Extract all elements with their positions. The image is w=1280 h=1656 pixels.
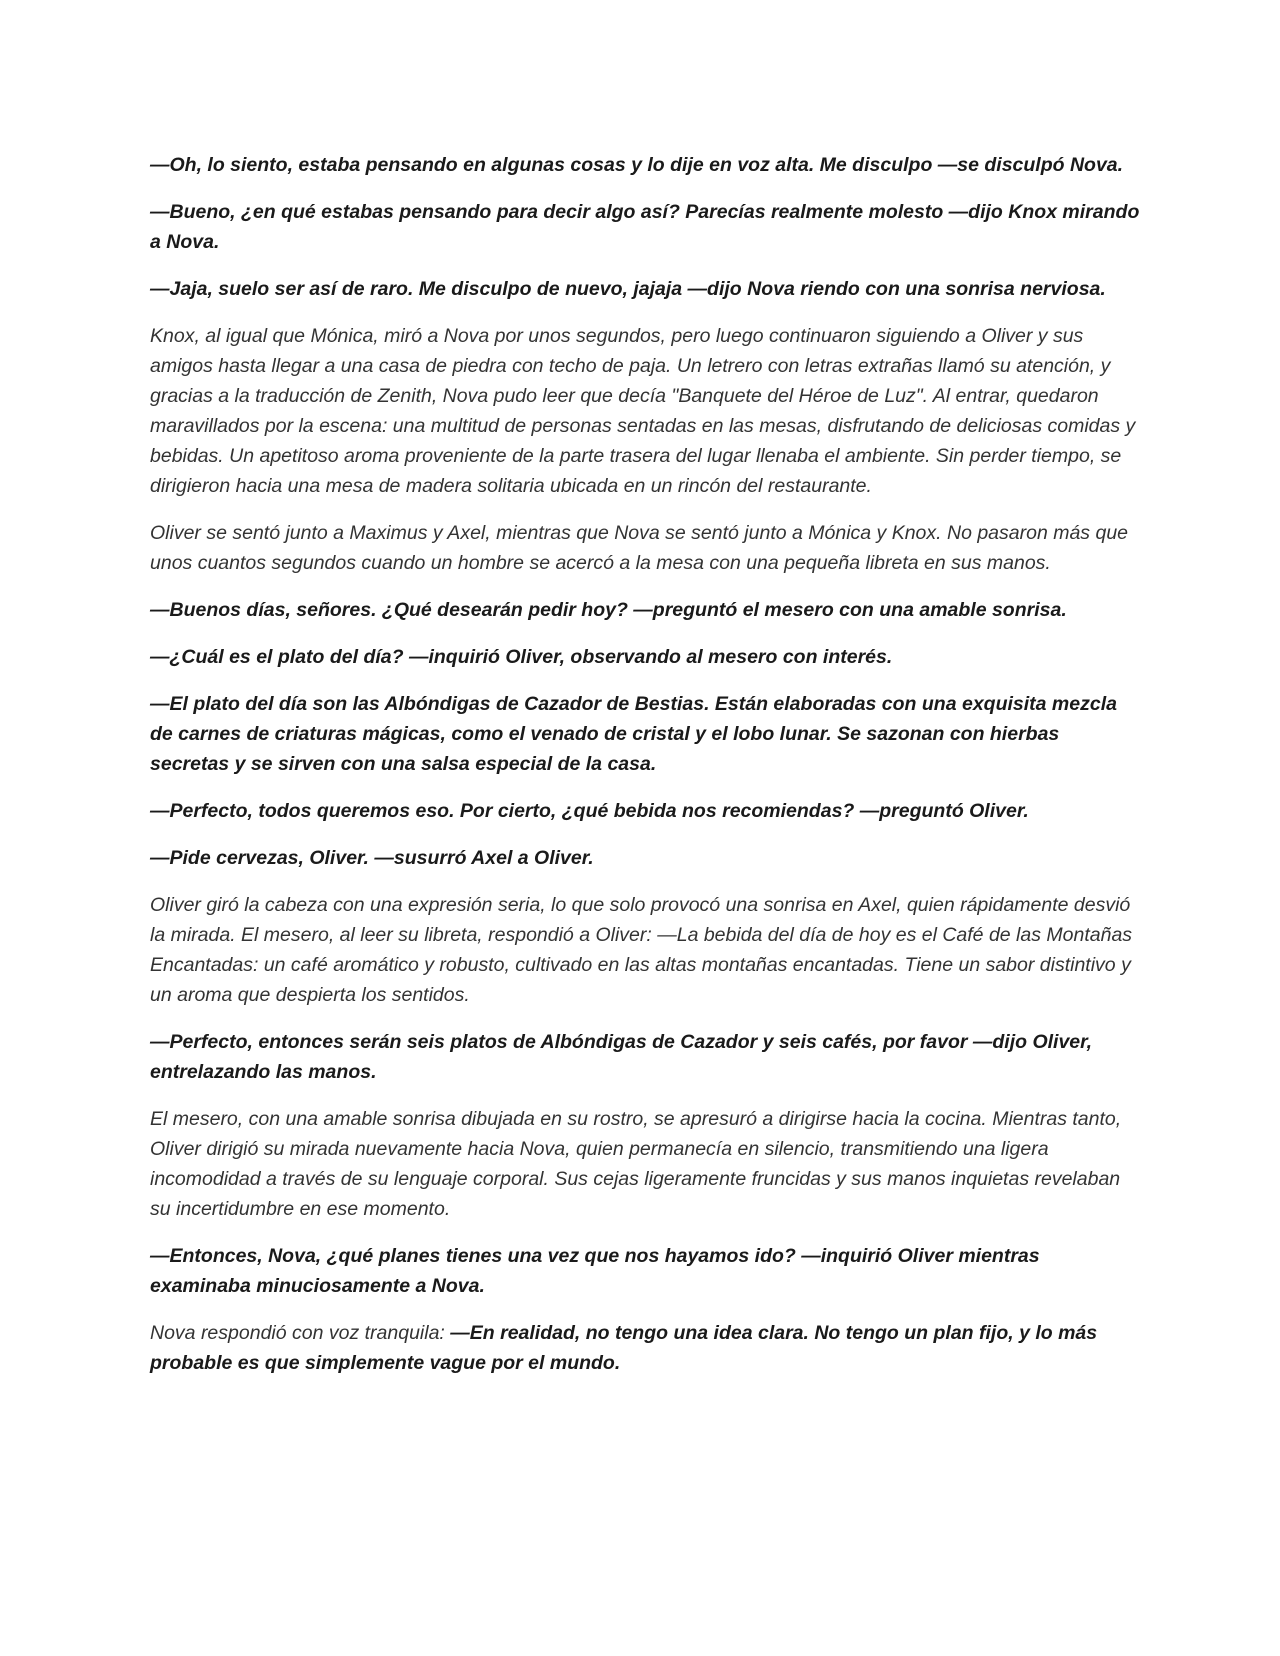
document-body <box>150 150 1140 1395</box>
paragraph-dialogue: —Entonces, Nova, ¿qué planes tienes una vez que nos hayamos ido? —inquirió Oliver mientras examinaba minuciosamente a Nova. <box>150 1245 1040 1297</box>
paragraph-dialogue: —El plato del día son las Albóndigas de Cazador de Bestias. Están elaboradas con una exquisita mezcla de carnes de criaturas mágicas, como el venado de cristal y el lobo lunar. Se sazonan con hierbas secretas y se sirven con una salsa especial de la casa. <box>150 693 1117 775</box>
paragraph-dialogue: —Pide cervezas, Oliver. —susurró Axel a Oliver. <box>150 847 594 869</box>
paragraph-narration: Knox, al igual que Mónica, miró a Nova por unos segundos, pero luego continuaron siguiendo a Oliver y sus amigos hasta llegar a una casa de piedra con techo de paja. Un letrero con letras extrañas llamó su atención, y gracias a la traducción de Zenith, Nova pudo leer que decía "Banquete del Héroe de Luz". Al entrar, quedaron maravillados por la escena: una multitud de personas sentadas en las mesas, disfrutando de deliciosas comidas y bebidas. Un apetitoso aroma proveniente de la parte trasera del lugar llenaba el ambiente. Sin perder tiempo, se dirigieron hacia una mesa de madera solitaria ubicada en un rincón del restaurante. <box>150 325 1136 497</box>
paragraph-narration: Oliver giró la cabeza con una expresión seria, lo que solo provocó una sonrisa en Axel, quien rápidamente desvió la mirada. El mesero, al leer su libreta, respondió a Oliver: —La bebida del día de hoy es el Café de las Montañas Encantadas: un café aromático y robusto, cultivado en las altas montañas encantadas. Tiene un sabor distintivo y un aroma que despierta los sentidos. <box>150 894 1133 1006</box>
paragraph-dialogue: —¿Cuál es el plato del día? —inquirió Oliver, observando al mesero con interés. <box>150 646 893 668</box>
narration-lead: Nova respondió con voz tranquila: <box>150 1322 451 1344</box>
paragraph-narration: El mesero, con una amable sonrisa dibujada en su rostro, se apresuró a dirigirse hacia la cocina. Mientras tanto, Oliver dirigió su mirada nuevamente hacia Nova, quien permanecía en silencio, transmitiendo una ligera incomodidad a través de su lenguaje corporal. Sus cejas ligeramente fruncidas y sus manos inquietas revelaban su incertidumbre en ese momento. <box>150 1108 1122 1220</box>
paragraph-narration: Oliver se sentó junto a Maximus y Axel, mientras que Nova se sentó junto a Mónica y Knox. No pasaron más que unos cuantos segundos cuando un hombre se acercó a la mesa con una pequeña libreta en sus manos. <box>150 522 1129 574</box>
paragraph-dialogue: —Perfecto, todos queremos eso. Por cierto, ¿qué bebida nos recomiendas? —preguntó Oliver. <box>150 800 1029 822</box>
paragraph-dialogue: —Oh, lo siento, estaba pensando en algunas cosas y lo dije en voz alta. Me disculpo —se disculpó Nova. <box>150 154 1124 176</box>
paragraph-dialogue: —Perfecto, entonces serán seis platos de Albóndigas de Cazador y seis cafés, por favor —dijo Oliver, entrelazando las manos. <box>150 1031 1093 1083</box>
paragraph-dialogue: —Buenos días, señores. ¿Qué desearán pedir hoy? —preguntó el mesero con una amable sonrisa. <box>150 599 1067 621</box>
paragraph-mixed <box>150 1318 1140 1378</box>
paragraph-dialogue: —Bueno, ¿en qué estabas pensando para decir algo así? Parecías realmente molesto —dijo Knox mirando a Nova. <box>150 201 1140 253</box>
dialogue-quote: —En realidad, no tengo una idea clara. No tengo un plan fijo, y lo más probable es que simplemente vague por el mundo. <box>150 1322 1098 1374</box>
paragraph-dialogue: —Jaja, suelo ser así de raro. Me disculpo de nuevo, jajaja —dijo Nova riendo con una sonrisa nerviosa. <box>150 278 1106 300</box>
